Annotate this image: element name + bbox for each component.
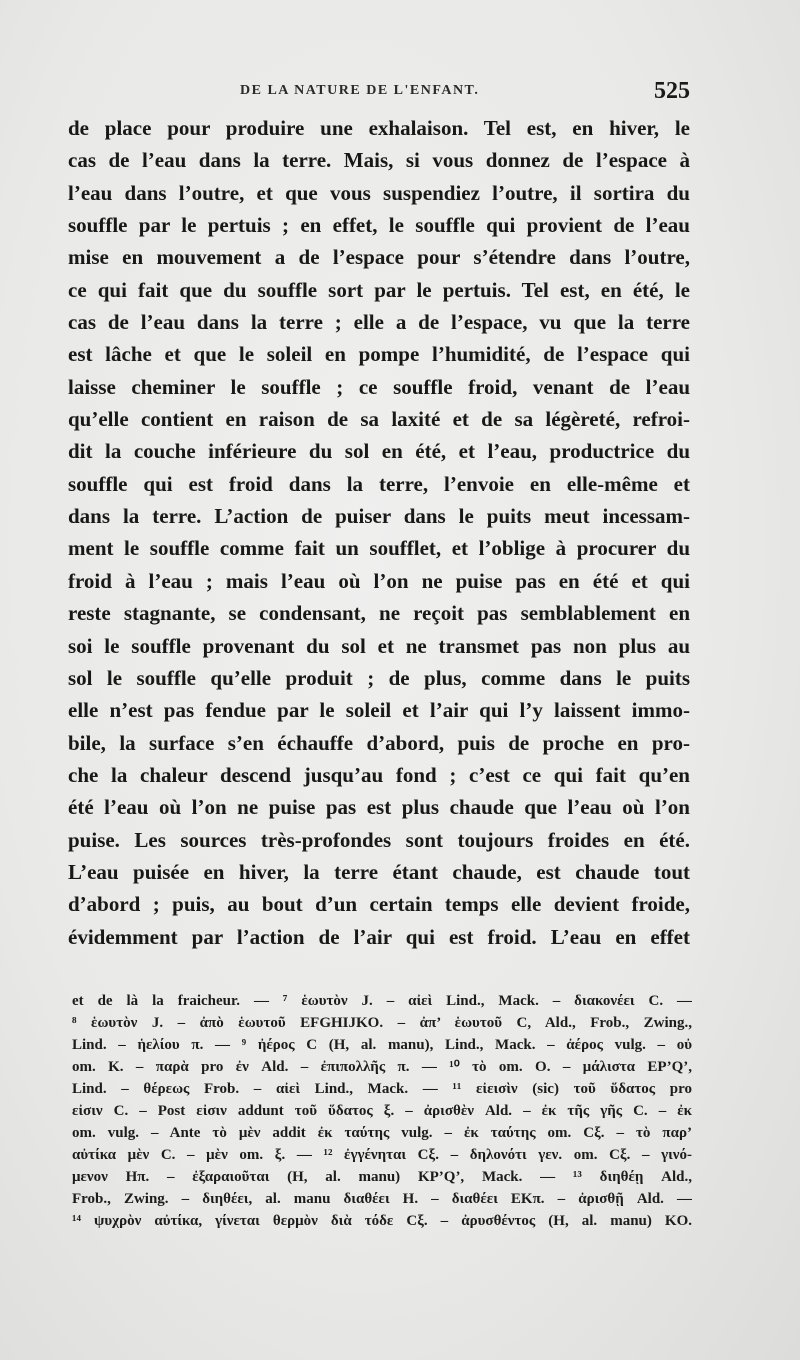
text-line: d’abord ; puis, au bout d’un certain temps elle devient froide,: [68, 892, 690, 917]
text-line: évidemment par l’action de l’air qui est froid. L’eau en effet: [68, 924, 690, 949]
text-line: souffle qui est froid dans la terre, l’envoie en elle-même et: [68, 471, 690, 496]
footnote-line: αὐτίκα μὲν C. – μὲν om. ξ. — ¹² ἐγγένηται Cξ. – δηλονότι γεν. om. Cξ. – γινό-: [72, 1147, 692, 1163]
text-line: laisse cheminer le souffle ; ce souffle froid, venant de l’eau: [68, 374, 690, 399]
text-line: ment le souffle comme fait un soufflet, et l’oblige à procurer du: [68, 536, 690, 561]
main-text: [68, 112, 690, 953]
text-line: che la chaleur descend jusqu’au fond ; c’est ce qui fait qu’en: [68, 762, 690, 787]
text-line: mise en mouvement a de l’espace pour s’étendre dans l’outre,: [68, 245, 690, 270]
footnote-line: μενον Hπ. – ἐξαραιοῦται (H, al. manu) KP’Q’, Mack. — ¹³ διηθέῃ Ald.,: [72, 1169, 692, 1185]
footnote-line: Frob., Zwing. – διηθέει, al. manu διαθέει H. – διαθέει EKπ. – ἀρισθῇ Ald. —: [72, 1191, 692, 1207]
text-line: dit la couche inférieure du sol en été, et l’eau, productrice du: [68, 439, 690, 464]
text-line: l’eau dans l’outre, et que vous suspendiez l’outre, il sortira du: [68, 180, 690, 205]
page-header: [68, 78, 690, 108]
text-line: ce qui fait que du souffle sort par le pertuis. Tel est, en été, le: [68, 277, 690, 302]
text-line: dans la terre. L’action de puiser dans le puits meut incessam-: [68, 504, 690, 529]
footnote-line: ⁸ ἑωυτὸν J. – ἀπὸ ἑωυτοῦ EFGHIJKO. – ἀπ’ ἑωυτοῦ C, Ald., Frob., Zwing.,: [72, 1015, 692, 1031]
text-line: souffle par le pertuis ; en effet, le souffle qui provient de l’eau: [68, 213, 690, 238]
text-line: été l’eau où l’on ne puise pas est plus chaude que l’eau où l’on: [68, 795, 690, 820]
footnote-line: εἰσιν C. – Post εἰσιν addunt τοῦ ὕδατος ξ. – ἀρισθὲν Ald. – ἐκ τῆς γῆς C. – ἐκ: [72, 1103, 692, 1119]
text-line: cas de l’eau dans la terre ; elle a de l’espace, vu que la terre: [68, 310, 690, 335]
footnote-line: ¹⁴ ψυχρὸν αὐτίκα, γίνεται θερμὸν διὰ τόδε Cξ. – ἀρυσθέντος (H, al. manu) KO.: [72, 1213, 692, 1229]
text-line: bile, la surface s’en échauffe d’abord, puis de proche en pro-: [68, 730, 690, 755]
page-number: 525: [654, 78, 690, 104]
text-line: reste stagnante, se condensant, ne reçoit pas semblablement en: [68, 601, 690, 626]
running-head: DE LA NATURE DE L'ENFANT.: [240, 83, 480, 98]
text-line: est lâche et que le soleil en pompe l’humidité, de l’espace qui: [68, 342, 690, 367]
text-line: elle n’est pas fendue par le soleil et l’air qui l’y laissent immo-: [68, 698, 690, 723]
footnotes: [72, 990, 692, 1232]
text-line: qu’elle contient en raison de sa laxité et de sa légèreté, refroi-: [68, 407, 690, 432]
text-line: froid à l’eau ; mais l’eau où l’on ne puise pas en été et qui: [68, 568, 690, 593]
footnote-line: Lind. – ἡελίου π. — ⁹ ἠέρος C (H, al. manu), Lind., Mack. – ἀέρος vulg. – οὐ: [72, 1037, 692, 1053]
footnote-line: om. vulg. – Ante τὸ μὲν addit ἐκ ταύτης vulg. – ἐκ ταύτης om. Cξ. – τὸ παρ’: [72, 1125, 692, 1141]
text-line: cas de l’eau dans la terre. Mais, si vous donnez de l’espace à: [68, 148, 690, 173]
text-line: puise. Les sources très-profondes sont toujours froides en été.: [68, 827, 690, 852]
text-line: sol le souffle qu’elle produit ; de plus, comme dans le puits: [68, 665, 690, 690]
text-line: soi le souffle provenant du sol et ne transmet pas non plus au: [68, 633, 690, 658]
footnote-line: et de là la fraicheur. — ⁷ ἑωυτὸν J. – αἰεὶ Lind., Mack. – διακονέει C. —: [72, 993, 692, 1009]
footnote-line: Lind. – θέρεως Frob. – αἰεὶ Lind., Mack. — ¹¹ εἰεισὶν (sic) τοῦ ὕδατος pro: [72, 1081, 692, 1097]
footnote-line: om. K. – παρὰ pro ἐν Ald. – ἐπιπολλῆς π. — ¹⁰ τὸ om. O. – μάλιστα EP’Q’,: [72, 1059, 692, 1075]
text-line: L’eau puisée en hiver, la terre étant chaude, est chaude tout: [68, 859, 690, 884]
text-line: de place pour produire une exhalaison. Tel est, en hiver, le: [68, 116, 690, 140]
